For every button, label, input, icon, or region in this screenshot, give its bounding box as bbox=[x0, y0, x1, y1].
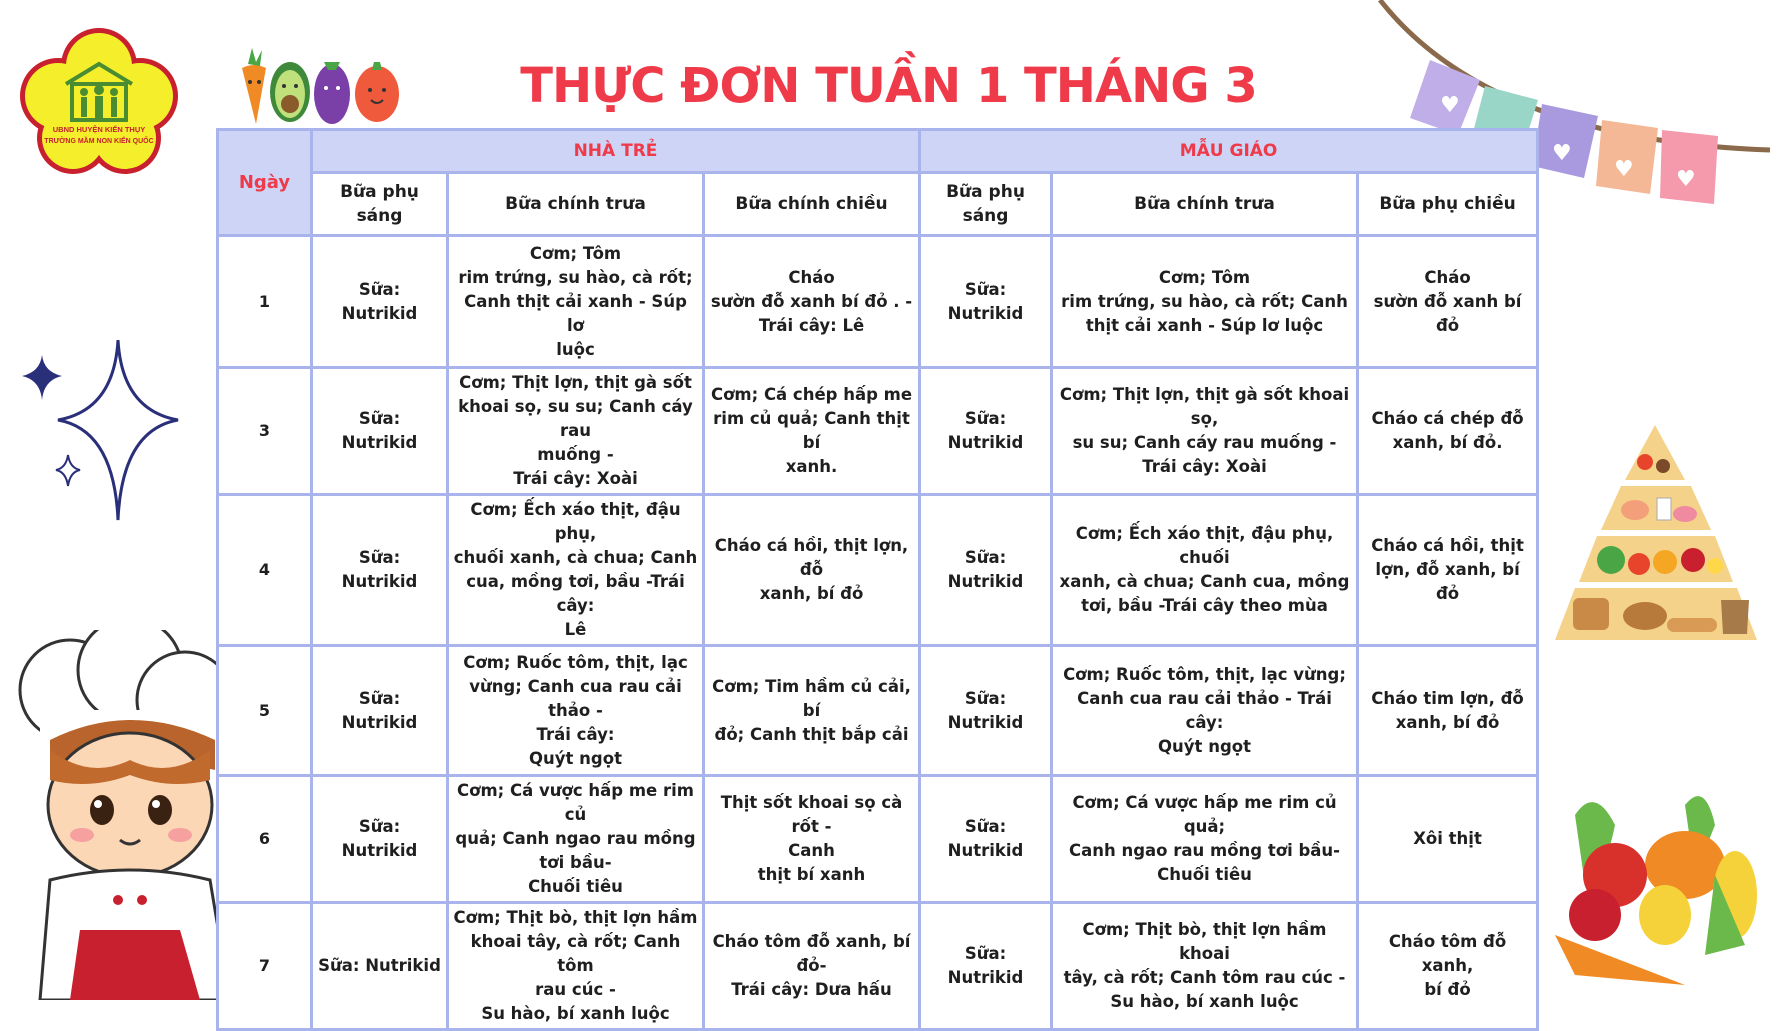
weekly-menu-table bbox=[216, 128, 1539, 1031]
column-header: Bữa chính trưa bbox=[448, 173, 704, 236]
menu-cell: Cơm; Thịt bò, thịt lợn hầm khoai tây, cà rốt; Canh tôm rau cúc - Su hào, bí xanh luộc bbox=[1052, 903, 1358, 1030]
page-title: THỰC ĐƠN TUẦN 1 THÁNG 3 bbox=[520, 58, 1257, 114]
sparkle-large-icon bbox=[58, 340, 178, 520]
menu-cell: Cháo tôm đỗ xanh, bí đỏ bbox=[1358, 903, 1538, 1030]
menu-cell: Sữa: Nutrikid bbox=[312, 495, 448, 646]
menu-cell: Cơm; Cá chép hấp me rim củ quả; Canh thịt bí xanh. bbox=[704, 368, 920, 495]
menu-cell: Cơm; Ruốc tôm, thịt, lạc vừng; Canh cua rau cải thảo - Trái cây: Quýt ngọt bbox=[448, 646, 704, 776]
menu-cell: Cháo cá chép đỗ xanh, bí đỏ. bbox=[1358, 368, 1538, 495]
vegetable-characters-illustration bbox=[232, 44, 422, 128]
menu-cell: Cơm; Thịt bò, thịt lợn hầm khoai tây, cà rốt; Canh tôm rau cúc - Su hào, bí xanh luộc bbox=[448, 903, 704, 1030]
menu-cell: Sữa: Nutrikid bbox=[920, 495, 1052, 646]
school-logo bbox=[18, 26, 180, 176]
table-row bbox=[218, 368, 1538, 495]
column-header: Bữa chính chiều bbox=[704, 173, 920, 236]
menu-cell: Sữa: Nutrikid bbox=[920, 903, 1052, 1030]
menu-cell: Cơm; Tim hầm củ cải, bí đỏ; Canh thịt bắp cải bbox=[704, 646, 920, 776]
sparkle-filled-icon bbox=[22, 355, 62, 400]
logo-text-2: TRƯỜNG MẦM NON KIẾN QUỐC bbox=[44, 138, 154, 145]
food-pyramid-illustration bbox=[1535, 420, 1777, 665]
logo-text-1: UBND HUYỆN KIẾN THỤY bbox=[52, 125, 146, 134]
day-cell: 6 bbox=[218, 776, 312, 903]
eggplant-icon bbox=[314, 62, 350, 124]
day-cell: 4 bbox=[218, 495, 312, 646]
day-cell: 7 bbox=[218, 903, 312, 1030]
vegetables-pile-illustration bbox=[1535, 785, 1777, 1000]
flag-peach-icon bbox=[1596, 120, 1658, 194]
tomato-icon bbox=[1569, 843, 1647, 941]
table-row bbox=[218, 236, 1538, 368]
day-column-header: Ngày bbox=[218, 130, 312, 236]
pepper-icon bbox=[355, 62, 399, 122]
day-cell: 1 bbox=[218, 236, 312, 368]
svg-text:♥: ♥ bbox=[1552, 141, 1572, 166]
column-header: Bữa phụ sáng bbox=[920, 173, 1052, 236]
column-header: Bữa phụ chiều bbox=[1358, 173, 1538, 236]
menu-cell: Cơm; Tôm rim trứng, su hào, cà rốt; Canh thịt cải xanh - Súp lơ luộc bbox=[1052, 236, 1358, 368]
menu-cell: Sữa: Nutrikid bbox=[920, 236, 1052, 368]
menu-cell: Xôi thịt bbox=[1358, 776, 1538, 903]
day-cell: 3 bbox=[218, 368, 312, 495]
group-header-nha-tre: NHÀ TRẺ bbox=[312, 130, 920, 173]
menu-cell: Sữa: Nutrikid bbox=[920, 646, 1052, 776]
column-header: Bữa phụ sáng bbox=[312, 173, 448, 236]
menu-cell: Cơm; Cá vược hấp me rim củ quả; Canh ngao rau mồng tơi bầu- Chuối tiêu bbox=[448, 776, 704, 903]
flag-purple-icon bbox=[1410, 60, 1480, 135]
sparkles-decoration bbox=[18, 340, 188, 530]
sparkle-small-icon bbox=[56, 455, 80, 486]
menu-cell: Cháo sườn đỗ xanh bí đỏ . - Trái cây: Lê bbox=[704, 236, 920, 368]
avocado-icon bbox=[270, 62, 310, 122]
table-row bbox=[218, 776, 1538, 903]
menu-cell: Cơm; Tôm rim trứng, su hào, cà rốt; Canh thịt cải xanh - Súp lơ luộc bbox=[448, 236, 704, 368]
table-row bbox=[218, 646, 1538, 776]
menu-cell: Cơm; Cá vược hấp me rim củ quả; Canh ngao rau mồng tơi bầu- Chuối tiêu bbox=[1052, 776, 1358, 903]
menu-cell: Sữa: Nutrikid bbox=[312, 776, 448, 903]
menu-cell: Cháo cá hồi, thịt lợn, đỗ xanh, bí đỏ bbox=[704, 495, 920, 646]
menu-cell: Cơm; Ếch xáo thịt, đậu phụ, chuối xanh, cà chua; Canh cua, mồng tơi, bầu -Trái cây theo mùa bbox=[1052, 495, 1358, 646]
column-header: Bữa chính trưa bbox=[1052, 173, 1358, 236]
chef-face-icon bbox=[48, 720, 215, 877]
flag-pink-icon bbox=[1660, 130, 1718, 204]
menu-cell: Cơm; Thịt lợn, thịt gà sốt khoai sọ, su su; Canh cáy rau muống - Trái cây: Xoài bbox=[448, 368, 704, 495]
day-cell: 5 bbox=[218, 646, 312, 776]
menu-cell: Cháo tôm đỗ xanh, bí đỏ- Trái cây: Dưa hấu bbox=[704, 903, 920, 1030]
menu-cell: Sữa: Nutrikid bbox=[920, 368, 1052, 495]
menu-cell: Cơm; Ếch xáo thịt, đậu phụ, chuối xanh, cà chua; Canh cua, mồng tơi, bầu -Trái cây: Lê bbox=[448, 495, 704, 646]
table-row bbox=[218, 495, 1538, 646]
menu-cell: Sữa: Nutrikid bbox=[312, 646, 448, 776]
menu-cell: Cháo tim lợn, đỗ xanh, bí đỏ bbox=[1358, 646, 1538, 776]
menu-cell: Cháo sườn đỗ xanh bí đỏ bbox=[1358, 236, 1538, 368]
menu-cell: Sữa: Nutrikid bbox=[312, 368, 448, 495]
carrot-icon bbox=[242, 48, 266, 124]
menu-cell: Sữa: Nutrikid bbox=[312, 236, 448, 368]
pepper-icon bbox=[1639, 885, 1691, 945]
menu-cell: Sữa: Nutrikid bbox=[312, 903, 448, 1030]
flag-lavender-icon bbox=[1532, 104, 1598, 178]
svg-text:♥: ♥ bbox=[1614, 157, 1634, 182]
menu-cell: Cháo cá hồi, thịt lợn, đỗ xanh, bí đỏ bbox=[1358, 495, 1538, 646]
menu-cell: Sữa: Nutrikid bbox=[920, 776, 1052, 903]
svg-text:♥: ♥ bbox=[1440, 93, 1460, 118]
svg-text:♥: ♥ bbox=[1676, 167, 1696, 192]
menu-cell: Thịt sốt khoai sọ cà rốt - Canh thịt bí xanh bbox=[704, 776, 920, 903]
logo-children-icon bbox=[80, 85, 118, 118]
menu-cell: Cơm; Ruốc tôm, thịt, lạc vừng; Canh cua rau cải thảo - Trái cây: Quýt ngọt bbox=[1052, 646, 1358, 776]
group-header-mau-giao: MẪU GIÁO bbox=[920, 130, 1538, 173]
table-row bbox=[218, 903, 1538, 1030]
menu-cell: Cơm; Thịt lợn, thịt gà sốt khoai sọ, su su; Canh cáy rau muống - Trái cây: Xoài bbox=[1052, 368, 1358, 495]
